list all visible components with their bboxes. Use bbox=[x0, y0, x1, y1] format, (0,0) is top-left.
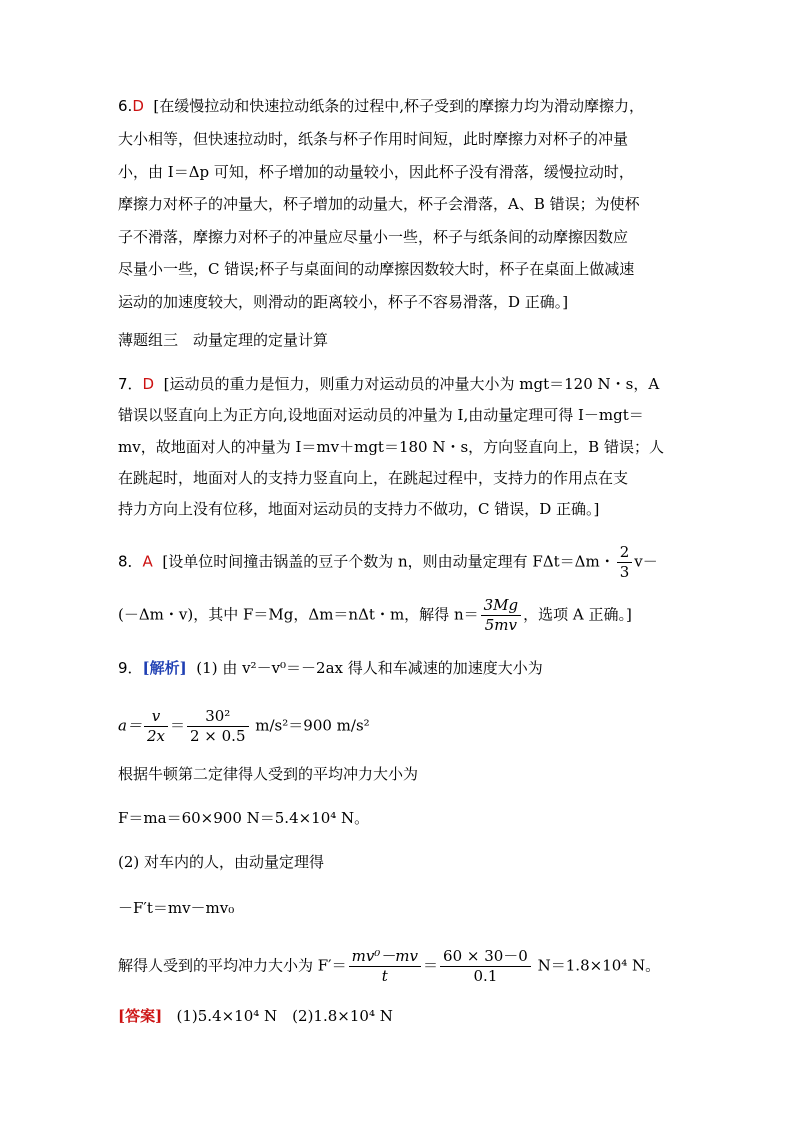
q9-analysis-tag: [解析] bbox=[142, 659, 187, 677]
q8-fraction-n bbox=[481, 597, 522, 634]
q7-line-4: 在跳起时，地面对人的支持力竖直向上，在跳起过程中，支持力的作用点在支 bbox=[118, 469, 629, 487]
q9-eq1-f1-num: v bbox=[144, 708, 168, 727]
section-title: 薄题组三 动量定理的定量计算 bbox=[118, 331, 329, 349]
q6-number: 6. bbox=[118, 97, 133, 115]
q9-line-7: 解得人受到的平均冲力大小为 F′＝ $\frac{\text{mv⁰－mv}}{t}$ ＝ $\frac{60 \times 30-0}{0.1}$ N＝1.8×10⁴ N。 bbox=[118, 947, 661, 985]
q9-text-7: 解得人受到的平均冲力大小为 F′＝ bbox=[118, 956, 347, 975]
q9-eq1-start: a＝ bbox=[118, 716, 142, 735]
q7-line-5: 持力方向上没有位移，地面对运动员的支持力不做功，C 错误，D 正确。] bbox=[118, 500, 600, 518]
q7-number: 7． bbox=[118, 375, 143, 393]
q7-line-2: 错误以竖直向上为正方向,设地面对运动员的冲量为 I,由动量定理可得 I－mgt＝ bbox=[118, 406, 644, 424]
q8-frac1-num: 2 bbox=[617, 544, 633, 563]
q8-frac1-den: 3 bbox=[619, 563, 630, 581]
q8-text-2-end: ，选项 A 正确。] bbox=[523, 605, 632, 624]
q9-eq1-end: m/s²＝900 m/s² bbox=[255, 716, 370, 735]
q6-line-1 bbox=[118, 96, 644, 116]
q9-equation-1: a＝ $\frac{v}{2x}$ ＝ $\frac{\text{30²}}{2 \times 0.5}$ m/s²＝900 m/s² bbox=[118, 707, 370, 745]
q9-line-3: 根据牛顿第二定律得人受到的平均冲力大小为 bbox=[118, 765, 419, 783]
q9-p4-f1-den: t bbox=[381, 967, 388, 985]
q6-line-2: 大小相等，但快速拉动时，纸条与杯子作用时间短，此时摩擦力对杯子的冲量 bbox=[118, 130, 629, 148]
q9-p4-end: N＝1.8×10⁴ N。 bbox=[537, 956, 661, 975]
q8-frac2-num: 3Mg bbox=[481, 597, 522, 616]
q7-text-1: [运动员的重力是恒力，则重力对运动员的冲量大小为 mgt＝120 N・s，A bbox=[163, 375, 660, 393]
q9-answer-line bbox=[118, 1006, 393, 1026]
q8-line-2 bbox=[118, 597, 632, 634]
q8-answer: A bbox=[142, 552, 153, 571]
q6-line-5: 子不滑落，摩擦力对杯子的冲量应尽量小一些，杯子与纸条间的动摩擦因数应 bbox=[118, 228, 629, 246]
q9-equation-3: －F′t＝mv－mv₀ bbox=[118, 899, 235, 917]
q8-line-1 bbox=[118, 544, 658, 581]
q9-p4-f2-num: 60 × 30－0 bbox=[440, 948, 531, 967]
q9-line-5: (2) 对车内的人，由动量定理得 bbox=[118, 853, 325, 871]
q6-line-3: 小，由 I＝Δp 可知，杯子增加的动量较小，因此杯子没有滑落，缓慢拉动时， bbox=[118, 163, 634, 181]
q9-eq1-fraction-2 bbox=[187, 708, 249, 745]
q9-eq1-f1-den: 2x bbox=[146, 727, 165, 745]
q6-text-1: [在缓慢拉动和快速拉动纸条的过程中,杯子受到的摩擦力均为滑动摩擦力， bbox=[153, 97, 645, 115]
q7-answer: D bbox=[142, 375, 155, 393]
q9-equation-2: F＝ma＝60×900 N＝5.4×10⁴ N。 bbox=[118, 809, 370, 827]
q9-text-1: (1) 由 v²－v⁰＝－2ax 得人和车减速的加速度大小为 bbox=[196, 659, 543, 677]
q6-answer: D bbox=[132, 97, 144, 115]
q9-eq1-f2-num: 30² bbox=[187, 708, 249, 727]
q6-line-4: 摩擦力对杯子的冲量大，杯子增加的动量大，杯子会滑落，A、B 错误；为使杯 bbox=[118, 195, 640, 213]
q9-number: 9． bbox=[118, 659, 143, 677]
q8-fraction-two-thirds bbox=[617, 544, 633, 581]
q8-text-2: (－Δm・v)，其中 F＝Mg，Δm＝nΔt・m，解得 n＝ bbox=[118, 605, 479, 624]
q7-line-3: mv，故地面对人的冲量为 I＝mv＋mgt＝180 N・s，方向竖直向上，B 错误；人 bbox=[118, 438, 664, 456]
q8-number: 8． bbox=[118, 552, 143, 571]
q9-p4-fraction-2 bbox=[440, 948, 531, 985]
q8-text-1: [设单位时间撞击锅盖的豆子个数为 n，则由动量定理有 FΔt＝Δm・ bbox=[162, 552, 615, 571]
q9-answer-text: (1)5.4×10⁴ N (2)1.8×10⁴ N bbox=[176, 1007, 393, 1025]
q8-frac2-den: 5mv bbox=[484, 616, 517, 634]
q6-line-7: 运动的加速度较大，则滑动的距离较小，杯子不容易滑落，D 正确。] bbox=[118, 293, 569, 311]
q9-line-1 bbox=[118, 658, 543, 678]
q9-eq1-f2-den: 2 × 0.5 bbox=[189, 727, 246, 745]
q9-eq1-fraction-1 bbox=[144, 708, 168, 745]
q9-p4-f2-den: 0.1 bbox=[473, 967, 498, 985]
q9-p4-fraction-1 bbox=[349, 948, 421, 985]
q8-text-1-end: v－ bbox=[634, 552, 658, 571]
q7-line-1 bbox=[118, 374, 659, 394]
q9-p4-f1-num: mv⁰－mv bbox=[349, 948, 421, 967]
q6-line-6: 尽量小一些，C 错误;杯子与桌面间的动摩擦因数较大时，杯子在桌面上做减速 bbox=[118, 260, 635, 278]
q9-answer-tag: [答案] bbox=[118, 1007, 163, 1025]
